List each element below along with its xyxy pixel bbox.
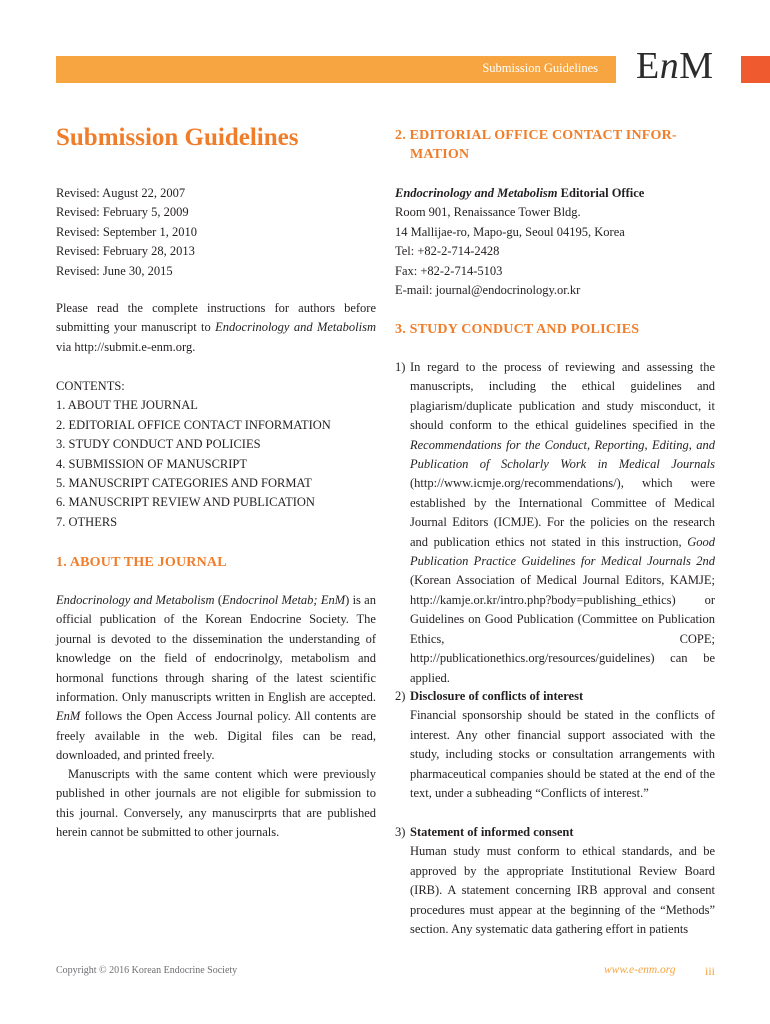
contents-item[interactable]: 4. SUBMISSION OF MANUSCRIPT <box>56 456 248 471</box>
contents-item[interactable]: 5. MANUSCRIPT CATEGORIES AND FORMAT <box>56 476 312 491</box>
paren-open: ( <box>214 593 222 607</box>
office-name <box>395 184 715 203</box>
address-line: 14 Mallijae-ro, Mapo-gu, Seoul 04195, Korea <box>395 224 625 239</box>
fax-line: Fax: +82-2-714-5103 <box>395 263 503 278</box>
item-body <box>410 687 715 803</box>
revision-date: Revised: August 22, 2007 <box>56 186 186 200</box>
revision-date: Revised: February 28, 2013 <box>56 244 195 259</box>
item-marker: 1) <box>395 360 406 374</box>
item-marker: 2) <box>395 689 406 703</box>
kamje-guidelines-title: Good Publication Practice Guidelines for Medical Journals 2nd <box>410 534 715 569</box>
section-heading-contact <box>395 126 715 165</box>
logo-letter-e: E <box>636 45 660 87</box>
contents-item[interactable]: 3. STUDY CONDUCT AND POLICIES <box>56 437 261 452</box>
item-body <box>410 823 715 939</box>
corner-accent <box>741 56 770 83</box>
section-heading-about: 1. ABOUT THE JOURNAL <box>56 555 227 570</box>
journal-name: Endocrinology and Metabolism <box>56 593 215 607</box>
intro-text-end: via http://submit.e-enm.org. <box>56 339 196 354</box>
intro-paragraph <box>56 299 376 357</box>
revision-list <box>56 184 376 281</box>
item-title: Statement of informed consent <box>410 825 574 839</box>
policy-item-ethics <box>395 358 715 688</box>
item-text: Human study must conform to ethical standards, and be approved by the appropriate Institutional Review Board (IRB). A statement concerning IRB approval and consent procedures must appear at the beginning of the “Methods” section. Any systematic data gathering effort in patients <box>410 844 715 937</box>
about-text: ) is an official publication of the Korean Endocrine Society. The journal is devoted to the dissemination the understanding of knowledge on the field of endocrinolgy, metabolism and hormonal functions through sharing of the latest scientific information. Only manuscripts written in English are accepted. <box>56 593 376 705</box>
running-header-title: Submission Guidelines <box>482 61 598 75</box>
intro-journal-name: Endocrinology and Metabolism <box>215 320 376 335</box>
contents-item[interactable]: 1. ABOUT THE JOURNAL <box>56 398 198 413</box>
item-text: (Korean Association of Medical Journal Editors, KAMJE; http://kamje.or.kr/intro.php?body=publishing_ethics) or Guidelines on Good Publication (Committee on Publication Ethics, COPE; http://publicationethics.org/resources/guidelines) can be applied. <box>410 573 715 685</box>
policy-item-conflicts <box>395 687 715 803</box>
section-heading-line: 2. EDITORIAL OFFICE CONTACT INFOR- <box>395 128 677 143</box>
about-text-end: follows the Open Access Journal policy. All contents are freely available in the web. Digital files can be read, downloaded, and printed freely. <box>56 709 376 763</box>
policy-item-consent <box>395 823 715 939</box>
item-title: Disclosure of conflicts of interest <box>410 689 584 703</box>
section-heading-study-conduct: 3. STUDY CONDUCT AND POLICIES <box>395 322 640 337</box>
office-journal-name: Endocrinology and Metabolism <box>395 186 558 200</box>
contact-info <box>395 184 715 300</box>
logo-letter-m: M <box>679 45 714 87</box>
contents-item[interactable]: 6. MANUSCRIPT REVIEW AND PUBLICATION <box>56 495 315 510</box>
contents-list <box>56 377 376 532</box>
logo-letter-n: n <box>659 45 680 87</box>
item-body <box>410 358 715 688</box>
page-title: Submission Guidelines <box>56 124 299 151</box>
address-line: Room 901, Renaissance Tower Bldg. <box>395 205 581 220</box>
revision-date: Revised: June 30, 2015 <box>56 263 173 278</box>
item-text: (http://www.icmje.org/recommendations/), which were established by the International Committee of Medical Journal Editors (ICMJE). For the policies on the research and publication ethics not stated in this instruction, <box>410 476 715 549</box>
eligibility-paragraph: Manuscripts with the same content which were previously published in other journals are not eligible for submission to this journal. Conversely, any manuscirprts that are published herein cannot be submitted to other journals. <box>56 767 376 840</box>
revision-date: Revised: September 1, 2010 <box>56 224 197 239</box>
item-text: Financial sponsorship should be stated in the conflicts of interest. Any other financial support associated with the study, including stocks or consultation arrangements with pharmaceutical companies should be stated at the end of the text, under a subheading “Conflicts of interest.” <box>410 708 715 801</box>
email-line[interactable]: E-mail: journal@endocrinology.or.kr <box>395 283 581 298</box>
contents-item[interactable]: 2. EDITORIAL OFFICE CONTACT INFORMATION <box>56 417 331 432</box>
phone-line: Tel: +82-2-714-2428 <box>395 244 500 259</box>
journal-url[interactable]: www.e-enm.org <box>604 964 676 976</box>
running-header-bar <box>56 56 616 83</box>
page-number: iii <box>705 964 716 978</box>
enm-abbrev: EnM <box>56 709 81 724</box>
about-paragraph <box>56 591 376 766</box>
intro-text: Please read the complete instructions for authors before submitting your manuscript to <box>56 301 376 335</box>
revision-date: Revised: February 5, 2009 <box>56 205 189 220</box>
item-text: In regard to the process of reviewing and assessing the manuscripts, including the ethical guidelines and plagiarism/duplicate publication and study misconduct, it should conform to the ethical guidelines specified in the <box>410 360 715 433</box>
journal-abbreviation: Endocrinol Metab; EnM <box>222 593 346 607</box>
contents-item[interactable]: 7. OTHERS <box>56 514 118 529</box>
icmje-recommendations-title: Recommendations for the Conduct, Reporting, Editing, and Publication of Scholarly Work in Medical Journals <box>410 437 715 472</box>
office-label: Editorial Office <box>557 186 645 200</box>
contents-heading: CONTENTS: <box>56 379 125 393</box>
copyright-notice: Copyright © 2016 Korean Endocrine Society <box>56 965 238 976</box>
section-heading-line: MATION <box>410 147 470 163</box>
journal-logo <box>636 47 714 85</box>
item-marker: 3) <box>395 825 406 839</box>
